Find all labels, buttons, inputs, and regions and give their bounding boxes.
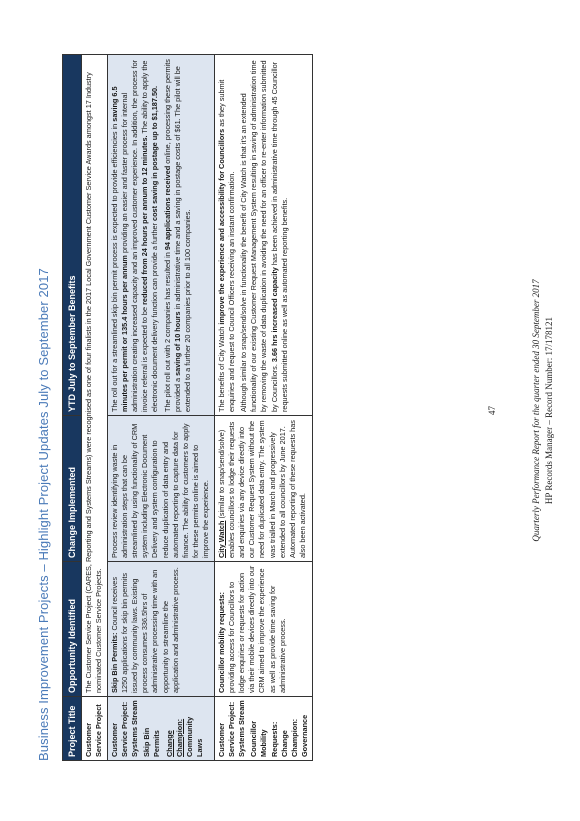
- champion-name: Community Laws: [185, 716, 205, 757]
- benefit-highlight: cost saving in postage up to $1,187.50.: [150, 85, 160, 221]
- benefit-highlight: 3.66 hrs increased capacity: [269, 267, 279, 363]
- benefit-highlight: improve the experience and accessibility for Councillors: [216, 128, 226, 325]
- title-line: Skip Bin Permits: [142, 727, 162, 757]
- footer-report-title: Quarterly Performance Report for the quarter ended 30 September 2017: [531, 279, 541, 542]
- project-title-cell: [214, 697, 313, 761]
- opportunity-cell: [214, 562, 313, 697]
- benefit-highlight: saving 6.5 minutes per permit or 135.4 hours per annum: [109, 86, 129, 412]
- benefit-paragraph: [217, 58, 237, 412]
- award-note-cell: The Customer Service Project (CARES, Reporting and Systems Streams) were recognised as one of four finalists in the 2017 Local Government Customer Service Awards amongst 17 Industry nominated Customer Service Projects.: [82, 55, 107, 697]
- benefits-cell: [214, 55, 313, 416]
- title-line: Systems Stream: [130, 700, 140, 757]
- champion-label: Change Champion:: [279, 718, 300, 757]
- opportunity-lead: Councillor mobility requests:: [216, 592, 226, 693]
- benefits-cell: [107, 55, 214, 416]
- title-line: Customer Service Project:: [216, 701, 236, 757]
- benefit-text: providing an easier and faster process for internal administration creating increased capacity and an improved customer experience. In addition, the process for invoice referral is expected to be: [119, 59, 150, 412]
- change-text: (similar to snap/send/solve) enables councillors to lodge their requests and enquiries via any device directly into our Customer Request System without the need for duplicated data entry. The system was trialled in March and progressively extended to all councillors by June 2017. Automated reporting of these requests has also been activated.: [216, 420, 308, 558]
- benefit-text: The pilot roll out with 2 companies has resulted in: [162, 250, 172, 412]
- title-line: Customer Service Project:: [109, 701, 129, 757]
- benefit-text: has been achieved in administrative time through 45 Councillor requests submitted online as well as automated reporting benefits.: [269, 61, 289, 412]
- benefit-text: as they submit enquiries and request to Council Officers receiving an instant confirmation.: [216, 79, 236, 412]
- benefit-highlight: reduced from 24 hours per annum to 12 minutes.: [140, 135, 150, 305]
- opportunity-lead: Skip Bin Permits:: [109, 632, 119, 693]
- project-title-cell: [107, 697, 214, 761]
- title-line: Systems Stream: [237, 700, 247, 757]
- benefit-highlight: saving of 10 hours: [172, 311, 182, 376]
- benefit-text: The ability to apply the electronic document delivery function can provide a further: [140, 60, 160, 412]
- champion-label: Change Champion:: [164, 718, 184, 757]
- benefit-highlight: 94 applications received: [162, 165, 172, 251]
- table-row: [214, 55, 313, 761]
- change-cell: Process review identifying waste in administration steps that can be streamlined by using functionality of CRM system including Electronic Document Delivery and system configuration to reduce duplication of data entry and automated reporting to capture data for finance. The ability for customers to apply for these permits online is aimed to improve the experience.: [107, 416, 214, 562]
- header-change: Change Implemented: [63, 416, 82, 562]
- page-heading: Business Improvement Projects – Highlight Project Updates July to September 2017: [36, 268, 51, 761]
- project-title-cell: Customer Service Project: [82, 697, 107, 761]
- projects-table: [62, 54, 313, 761]
- page-number: 47: [487, 406, 497, 415]
- benefit-text: The roll out for a streamlined skip bin permit process is expected to provide efficiencies in: [109, 121, 119, 412]
- table-header-row: [63, 55, 82, 761]
- header-benefits: YTD July to September Benefits: [63, 55, 82, 416]
- benefit-text: in administrative time and a saving in postage costs of $61. The pilot will be extended to a further 20 companies prior to all 100 companies.: [172, 66, 193, 412]
- benefit-paragraph: [239, 58, 290, 412]
- benefit-text: online, processing these permits provided a: [162, 59, 182, 412]
- benefit-text: The benefits of City Watch: [216, 324, 226, 412]
- champion-name: Governance: [300, 714, 310, 757]
- table-row: [82, 55, 107, 761]
- header-opportunity: Opportunity Identified: [63, 562, 82, 697]
- footer-record-number: HP Records Manager – Record Number: 17/178121: [544, 316, 554, 505]
- table-row: [107, 55, 214, 761]
- opportunity-text: Council receives 1250 applications for skip bin permits issued by community laws. Existing process consumes 336.5hrs of administrative processing time with an opportunity to streamline the application and administrative process.: [109, 567, 180, 693]
- title-line: Councillor Mobility Requests:: [249, 720, 279, 757]
- benefit-text: Although similar to snap/send/solve in functionality the benefit of City Watch is that it's an extended functionality of our existing Customer Request Management System resulting in saving of administration time by removing the waste of data duplication in avoiding the need for an officer to re-enter information submitted by Councillors.: [239, 60, 279, 412]
- change-lead: City Watch: [216, 520, 226, 558]
- benefit-paragraph: [163, 58, 194, 412]
- opportunity-text: providing access for Councillors to lodge enquiries or requests for action via their mobile devices directly into our CRM aimed to improve the experience as well as provide time saving for administrative process.: [226, 565, 287, 693]
- change-cell: [214, 416, 313, 562]
- opportunity-cell: [107, 562, 214, 697]
- benefit-paragraph: [110, 58, 161, 412]
- header-project-title: Project Title: [63, 697, 82, 761]
